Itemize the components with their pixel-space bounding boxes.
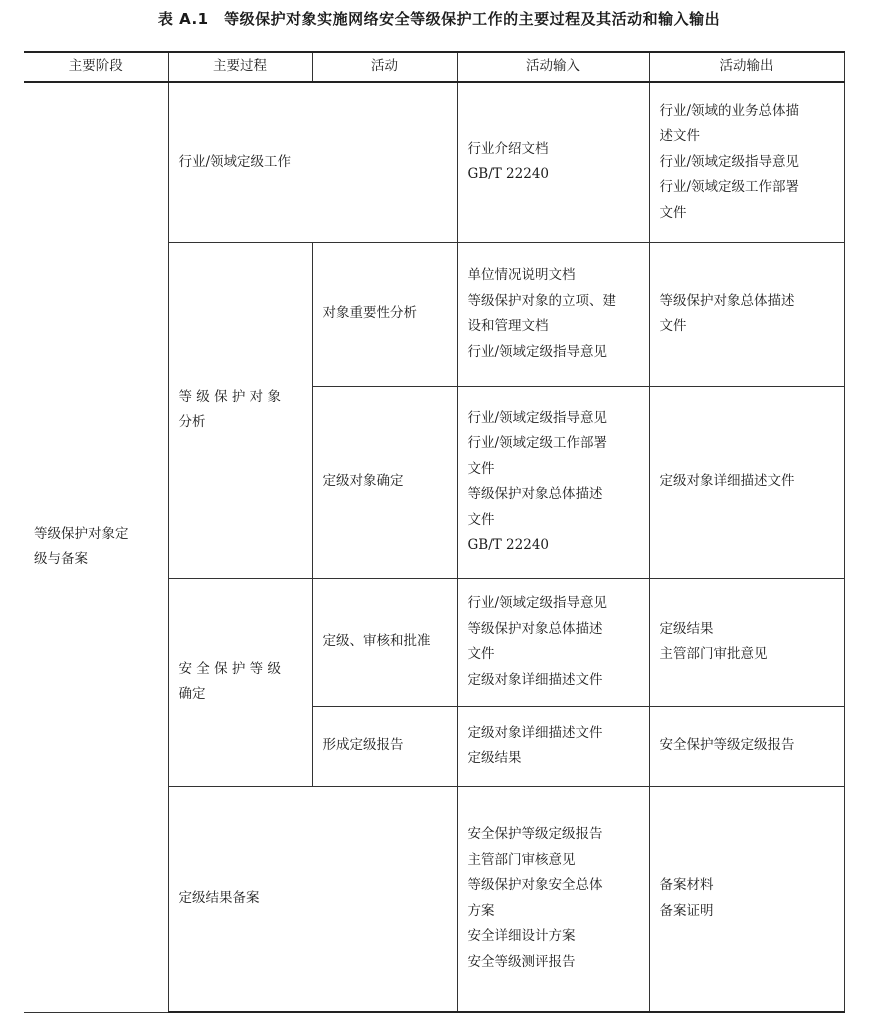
- input-line: 等级保护对象总体描述: [467, 620, 603, 637]
- output-line: 定级对象详细描述文件: [659, 473, 795, 490]
- process-cell: [168, 578, 312, 786]
- input-line: 主管部门审核意见: [467, 851, 576, 868]
- output-cell: [649, 578, 844, 706]
- activity-line: 形成定级报告: [322, 737, 404, 754]
- input-line: 文件: [467, 511, 495, 528]
- input-cell: [457, 578, 649, 706]
- input-line: 定级对象详细描述文件: [467, 724, 603, 741]
- input-cell: [457, 706, 649, 786]
- output-line: 述文件: [659, 128, 700, 144]
- process-cell: [168, 82, 457, 242]
- input-line: 定级对象详细描述文件: [467, 671, 603, 688]
- input-line: 等级保护对象的立项、建: [467, 292, 616, 309]
- output-cell: [649, 82, 844, 242]
- input-line: 单位情况说明文档: [467, 267, 576, 283]
- activity-cell: [312, 386, 457, 578]
- input-line: 安全保护等级定级报告: [467, 826, 603, 843]
- header-row: [24, 52, 844, 82]
- process-cell: [168, 242, 312, 578]
- input-line: 定级结果: [467, 750, 522, 766]
- header-process: 主要过程: [168, 52, 312, 82]
- output-line: 主管部门审批意见: [659, 646, 768, 662]
- output-line: 行业/领域的业务总体描: [659, 102, 800, 119]
- input-line: 文件: [467, 646, 495, 662]
- input-line: GB/T 22240: [467, 166, 549, 183]
- table-row: [24, 82, 844, 242]
- input-line: 设和管理文档: [467, 318, 549, 334]
- output-cell: [649, 786, 844, 1012]
- process-line: 安 全 保 护 等 级: [178, 660, 281, 677]
- input-cell: [457, 242, 649, 386]
- output-line: 备案材料: [659, 877, 714, 894]
- input-line: 方案: [467, 902, 495, 919]
- input-line: GB/T 22240: [467, 537, 549, 553]
- input-line: 安全详细设计方案: [467, 928, 576, 945]
- header-stage: 主要阶段: [24, 52, 168, 82]
- output-line: 安全保护等级定级报告: [659, 737, 795, 754]
- output-line: 行业/领域定级工作部署: [659, 179, 800, 195]
- input-cell: [457, 82, 649, 242]
- input-line: 行业/领域定级指导意见: [467, 409, 608, 426]
- process-line: 行业/领域定级工作: [178, 153, 292, 170]
- input-cell: [457, 786, 649, 1012]
- activity-line: 定级对象确定: [322, 473, 404, 490]
- table-body: [24, 82, 844, 1012]
- process-line: 分析: [178, 414, 206, 430]
- output-line: 等级保护对象总体描述: [659, 292, 795, 309]
- activity-cell: [312, 578, 457, 706]
- output-line: 行业/领域定级指导意见: [659, 153, 800, 170]
- output-line: 备案证明: [659, 902, 714, 919]
- output-line: 定级结果: [659, 620, 714, 637]
- input-line: 文件: [467, 460, 495, 477]
- activity-cell: [312, 706, 457, 786]
- input-cell: [457, 386, 649, 578]
- header-output: 活动输出: [649, 52, 844, 82]
- header-input: 活动输入: [457, 52, 649, 82]
- output-line: 文件: [659, 318, 687, 334]
- input-line: 等级保护对象总体描述: [467, 486, 603, 502]
- stage-line: 等级保护对象定: [34, 525, 129, 542]
- activity-cell: [312, 242, 457, 386]
- input-line: 等级保护对象安全总体: [467, 877, 603, 894]
- input-line: 行业/领域定级指导意见: [467, 595, 608, 611]
- input-line: 安全等级测评报告: [467, 953, 576, 970]
- activity-line: 定级、审核和批准: [322, 633, 431, 650]
- process-table: [24, 51, 845, 1013]
- input-line: 行业/领域定级指导意见: [467, 343, 608, 360]
- input-line: 行业介绍文档: [467, 140, 549, 157]
- process-cell: [168, 786, 457, 1012]
- activity-line: 对象重要性分析: [322, 305, 417, 322]
- input-line: 行业/领域定级工作部署: [467, 435, 608, 451]
- process-line: 确定: [178, 686, 206, 702]
- stage-cell: [24, 82, 168, 1012]
- output-cell: [649, 706, 844, 786]
- process-line: 等 级 保 护 对 象: [178, 388, 281, 405]
- table-title: 表 A.1 等级保护对象实施网络安全等级保护工作的主要过程及其活动和输入输出: [157, 10, 721, 28]
- output-cell: [649, 386, 844, 578]
- stage-line: 级与备案: [34, 551, 88, 568]
- header-activity: 活动: [312, 52, 457, 82]
- output-line: 文件: [659, 204, 687, 221]
- table-header: [24, 52, 844, 82]
- process-line: 定级结果备案: [178, 890, 260, 906]
- output-cell: [649, 242, 844, 386]
